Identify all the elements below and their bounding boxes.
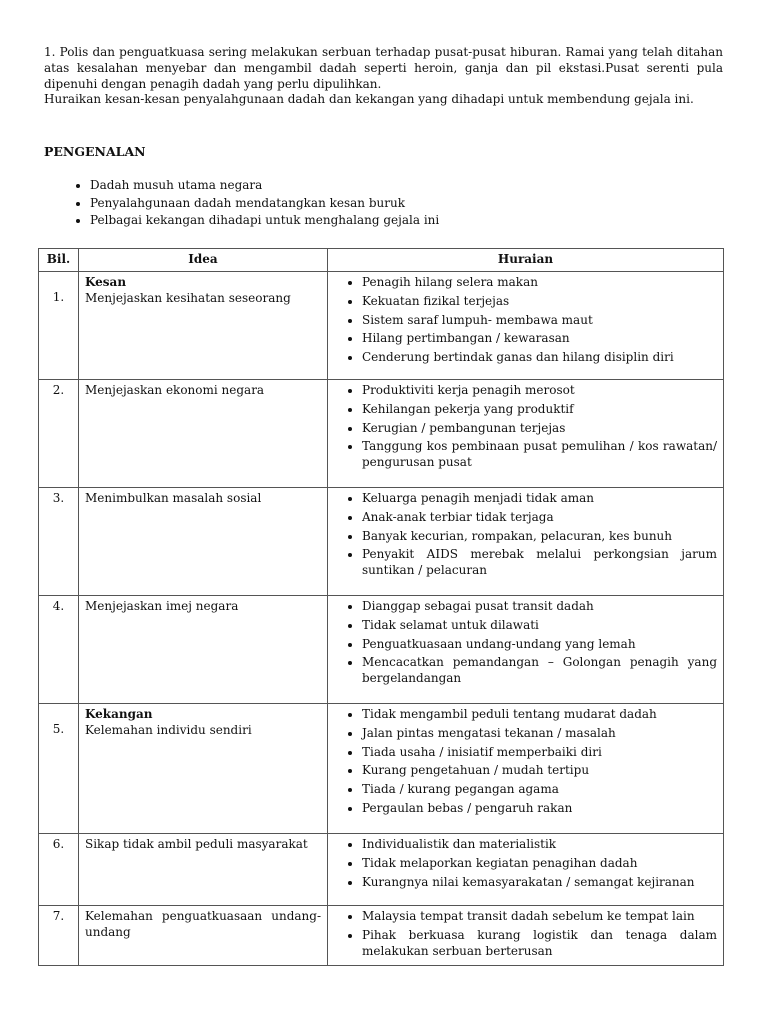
- huraian-point: • Banyak kecurian, rompakan, pelacuran, kes bunuh: [362, 529, 717, 545]
- idea-text: Kelemahan penguatkuasaan undang-: [85, 909, 321, 923]
- intro-list: [44, 178, 723, 229]
- huraian-point: • Jalan pintas mengatasi tekanan / masalah: [362, 726, 717, 742]
- question-block: [44, 45, 723, 108]
- huraian-point: • Pihak berkuasa kurang logistik dan tenaga dalam melakukan serbuan berterusan: [362, 928, 717, 960]
- table-header-row: [39, 249, 724, 272]
- row-huraian: [328, 596, 724, 704]
- huraian-point: • Tidak selamat untuk dilawati: [362, 618, 717, 634]
- section-label: Kekangan: [85, 707, 153, 721]
- header-huraian: Huraian: [328, 249, 724, 272]
- question-text: 1. Polis dan penguatkuasa sering melakukan serbuan terhadap pusat-pusat hiburan. Ramai yang telah ditahan atas kesalahan menyebar dan mengambil dadah seperti heroin, ganja dan pil ekstasi.Pusat serenti pula dipenuhi dengan penagih dadah yang perlu dipulihkan.: [44, 45, 723, 91]
- header-idea: Idea: [79, 249, 328, 272]
- huraian-point: • Penguatkuasaan undang-undang yang lemah: [362, 637, 717, 653]
- huraian-point: • Tiada / kurang pegangan agama: [362, 782, 717, 798]
- intro-point: • Penyalahgunaan dadah mendatangkan kesan buruk: [90, 196, 723, 212]
- row-number: 4.: [39, 596, 79, 704]
- row-huraian: [328, 272, 724, 380]
- question-instruction: Huraikan kesan-kesan penyalahgunaan dadah dan kekangan yang dihadapi untuk membendung gejala ini.: [44, 92, 694, 107]
- row-number: 2.: [39, 380, 79, 488]
- huraian-point: • Kehilangan pekerja yang produktif: [362, 402, 717, 418]
- huraian-point: • Cenderung bertindak ganas dan hilang disiplin diri: [362, 350, 717, 366]
- essay-table: [38, 248, 724, 966]
- huraian-point: • Hilang pertimbangan / kewarasan: [362, 331, 717, 347]
- table-row: [39, 906, 724, 966]
- huraian-point: • Kerugian / pembangunan terjejas: [362, 421, 717, 437]
- table-row: [39, 272, 724, 380]
- huraian-point: • Kurangnya nilai kemasyarakatan / semangat kejiranan: [362, 875, 717, 891]
- huraian-point: • Kurang pengetahuan / mudah tertipu: [362, 763, 717, 779]
- table-row: [39, 596, 724, 704]
- idea-text: Kelemahan individu sendiri: [85, 722, 252, 737]
- table-row: [39, 704, 724, 834]
- huraian-point: • Tiada usaha / inisiatif memperbaiki diri: [362, 745, 717, 761]
- row-number: 5.: [39, 704, 79, 834]
- huraian-point: • Tidak mengambil peduli tentang mudarat dadah: [362, 707, 717, 723]
- idea-text: Menjejaskan imej negara: [85, 599, 239, 613]
- row-number: 1.: [39, 272, 79, 380]
- row-idea: [79, 704, 328, 834]
- huraian-point: • Dianggap sebagai pusat transit dadah: [362, 599, 717, 615]
- row-number: 3.: [39, 488, 79, 596]
- idea-text: Menjejaskan kesihatan seseorang: [85, 290, 291, 305]
- row-huraian: [328, 380, 724, 488]
- idea-text: Menjejaskan ekonomi negara: [85, 383, 265, 397]
- row-idea: [79, 272, 328, 380]
- table-row: [39, 488, 724, 596]
- huraian-point: • Individualistik dan materialistik: [362, 837, 717, 853]
- row-idea: [79, 488, 328, 596]
- row-number: 6.: [39, 834, 79, 906]
- huraian-point: • Tidak melaporkan kegiatan penagihan dadah: [362, 856, 717, 872]
- huraian-point: • Penyakit AIDS merebak melalui perkongsian jarum suntikan / pelacuran: [362, 547, 717, 579]
- huraian-point: • Malaysia tempat transit dadah sebelum ke tempat lain: [362, 909, 717, 925]
- header-bil: Bil.: [39, 249, 79, 272]
- row-idea: [79, 834, 328, 906]
- row-idea: [79, 380, 328, 488]
- row-idea: [79, 596, 328, 704]
- huraian-point: • Produktiviti kerja penagih merosot: [362, 383, 717, 399]
- table-row: [39, 834, 724, 906]
- huraian-point: • Sistem saraf lumpuh- membawa maut: [362, 313, 717, 329]
- document-page: [44, 45, 723, 231]
- intro-point: • Pelbagai kekangan dihadapi untuk menghalang gejala ini: [90, 213, 723, 229]
- row-huraian: [328, 704, 724, 834]
- huraian-point: • Pergaulan bebas / pengaruh rakan: [362, 801, 717, 817]
- huraian-point: • Mencacatkan pemandangan – Golongan penagih yang bergelandangan: [362, 655, 717, 687]
- section-label: Kesan: [85, 275, 127, 289]
- table-row: [39, 380, 724, 488]
- idea-text: Sikap tidak ambil peduli masyarakat: [85, 837, 308, 851]
- row-number: 7.: [39, 906, 79, 966]
- row-idea: [79, 906, 328, 966]
- huraian-point: • Anak-anak terbiar tidak terjaga: [362, 510, 717, 526]
- row-huraian: [328, 834, 724, 906]
- idea-text-continued: undang: [85, 924, 131, 939]
- huraian-point: • Penagih hilang selera makan: [362, 275, 717, 291]
- huraian-point: • Tanggung kos pembinaan pusat pemulihan / kos rawatan/ pengurusan pusat: [362, 439, 717, 471]
- huraian-point: • Kekuatan fizikal terjejas: [362, 294, 717, 310]
- row-huraian: [328, 488, 724, 596]
- intro-point: • Dadah musuh utama negara: [90, 178, 723, 194]
- row-huraian: [328, 906, 724, 966]
- intro-heading: PENGENALAN: [44, 144, 146, 160]
- idea-text: Menimbulkan masalah sosial: [85, 491, 262, 505]
- huraian-point: • Keluarga penagih menjadi tidak aman: [362, 491, 717, 507]
